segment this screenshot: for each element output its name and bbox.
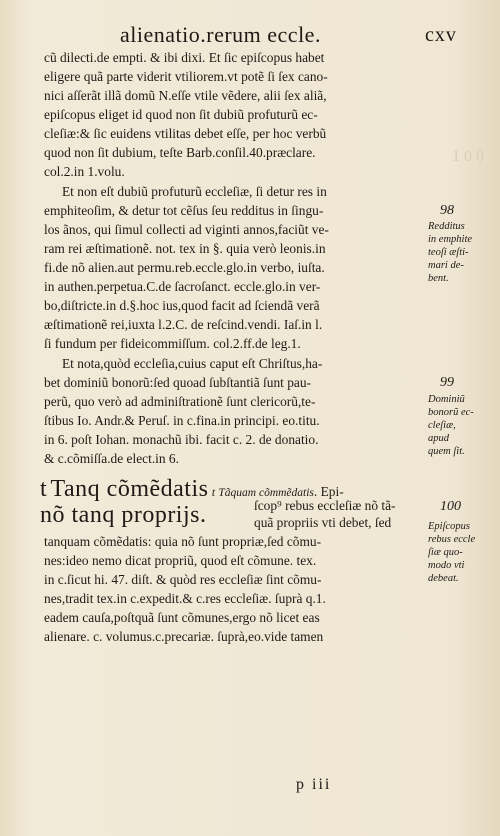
text-line: nici aſſerãt illã domũ N.eſſe vtile vẽdere, alii ſex aliã, bbox=[44, 88, 327, 103]
margin-number-100: 100 bbox=[440, 499, 461, 514]
lemma-small-1: Tãquam cõmmẽdatis bbox=[218, 487, 314, 499]
lemma-small-mark: t bbox=[211, 487, 216, 499]
margin-note-line: debeat. bbox=[428, 573, 459, 584]
text-line: & c.cõmiſſa.de elect.in 6. bbox=[44, 451, 179, 466]
lemma-mark: t bbox=[40, 476, 48, 502]
margin-note-line: rebus eccle bbox=[428, 534, 476, 545]
text-line: epiſcopus eliget id quod non ſit dubiũ profuturũ ec- bbox=[44, 107, 318, 122]
margin-note-100 bbox=[428, 520, 475, 585]
text-line: in c.ſicut hi. 47. diſt. & quòd res eccleſiæ ſint cõmu- bbox=[44, 572, 322, 587]
faded-show-through: 1 0 0 bbox=[452, 148, 484, 165]
text-line: eligere quã parte viderit vtiliorem.vt potẽ ſi ſex cano- bbox=[44, 69, 328, 84]
margin-note-line: bent. bbox=[428, 273, 449, 284]
margin-note-line: Epiſcopus bbox=[428, 521, 470, 532]
text-line: perũ, quo verò ad adminiſtrationẽ ſunt clericorũ,te- bbox=[44, 394, 316, 409]
running-title: alienatio.rerum eccle. bbox=[120, 22, 321, 47]
margin-number-99: 99 bbox=[440, 375, 454, 390]
margin-note-line: modo vti bbox=[428, 560, 465, 571]
text-line: cũ dilecti.de empti. & ibi dixi. Et ſic epiſcopus habet bbox=[44, 50, 325, 65]
text-line: æſtimationẽ rei,iuxta l.2.C. de reſcind.vendi. Iaſ.in l. bbox=[44, 317, 323, 332]
text-line: ram rei æſtimationẽ. not. tex in §. quia verò leonis.in bbox=[44, 241, 326, 256]
margin-note-98 bbox=[428, 220, 472, 285]
margin-note-line: ſiæ quo- bbox=[428, 547, 463, 558]
text-line: fi.de nõ alien.aut permu.reb.eccle.glo.in verbo, iuſta. bbox=[44, 260, 325, 275]
margin-note-line: bonorũ ec- bbox=[428, 407, 474, 418]
lemma-rest-2a: ſcop⁹ rebus eccleſiæ nõ tã- bbox=[254, 498, 396, 513]
margin-note-line: in emphite bbox=[428, 234, 473, 245]
text-line: alienare. c. volumus.c.precariæ. ſuprà,eo.vide tamen bbox=[44, 629, 324, 644]
lemma-rest-1: . Epi- bbox=[313, 484, 344, 499]
margin-note-line: teoſi æſti- bbox=[428, 247, 469, 258]
text-line: nes:ideo nemo dicat propriũ, quod eſt cõmune. tex. bbox=[44, 553, 317, 568]
text-line: quod non ſit dubium, teſte Barb.conſil.40.præclare. bbox=[44, 145, 316, 160]
margin-note-line: mari de- bbox=[428, 260, 464, 271]
text-line: emphiteoſim, & detur tot cẽſus ſeu redditus in ſingu- bbox=[44, 203, 324, 218]
lemma-large-1: Tanq cõmẽdatis bbox=[50, 476, 209, 502]
margin-note-line: apud bbox=[428, 433, 449, 444]
text-line: cleſiæ:& ſic euidens vtilitas debet eſſe, per hoc verbũ bbox=[44, 126, 327, 141]
margin-note-99 bbox=[428, 393, 474, 458]
text-line: tanquam cõmẽdatis: quia nõ ſunt propriæ,ſed cõmu- bbox=[44, 534, 322, 549]
text-line: col.2.in 1.volu. bbox=[44, 164, 125, 179]
lemma-rest-2b: quã propriis vti debet, ſed bbox=[254, 515, 392, 530]
text-line: bet dominiũ bonorũ:ſed quoad ſubſtantiã ſunt pau- bbox=[44, 375, 312, 390]
text-line: los ãnos, qui ſimul collecti ad viginti annos,faciũt ve- bbox=[44, 222, 329, 237]
text-line: ſi fundum per fideicommiſſum. col.2.ff.de leg.1. bbox=[44, 336, 301, 351]
lemma-line-2 bbox=[40, 502, 206, 528]
margin-note-line: Redditus bbox=[428, 221, 465, 232]
text-line: Et non eſt dubiũ profuturũ eccleſiæ, ſi detur res in bbox=[62, 184, 327, 199]
text-line: Et nota,quòd eccleſia,cuius caput eſt Chriſtus,ha- bbox=[62, 356, 323, 371]
text-line: bo,diſtricte.in d.§.hoc ius,quod facit ad ſciendã verã bbox=[44, 298, 320, 313]
text-line: ſtibus Io. Andr.& Peruſ. in c.fina.in principi. eo.titu. bbox=[44, 413, 320, 428]
text-line: eadem cauſa,poſtquã ſunt cõmunes,ergo nõ licet eas bbox=[44, 610, 320, 625]
text-line: nes,tradit tex.in c.expedit.& c.res eccleſiæ. ſuprà q.1. bbox=[44, 591, 326, 606]
margin-note-line: Dominiũ bbox=[428, 394, 465, 405]
margin-note-line: quem ſit. bbox=[428, 446, 465, 457]
text-line: in authen.perpetua.C.de ſacroſanct. eccle.glo.in ver- bbox=[44, 279, 321, 294]
lemma-large-2: nõ tanq proprijs. bbox=[40, 502, 207, 528]
signature-mark: p iii bbox=[296, 776, 332, 793]
text-line: in 6. poſt Iohan. monachũ ibi. facit c. 2. de donatio. bbox=[44, 432, 319, 447]
folio-number: cxv bbox=[425, 24, 457, 46]
margin-note-line: cleſiæ, bbox=[428, 420, 456, 431]
margin-number-98: 98 bbox=[440, 203, 454, 218]
